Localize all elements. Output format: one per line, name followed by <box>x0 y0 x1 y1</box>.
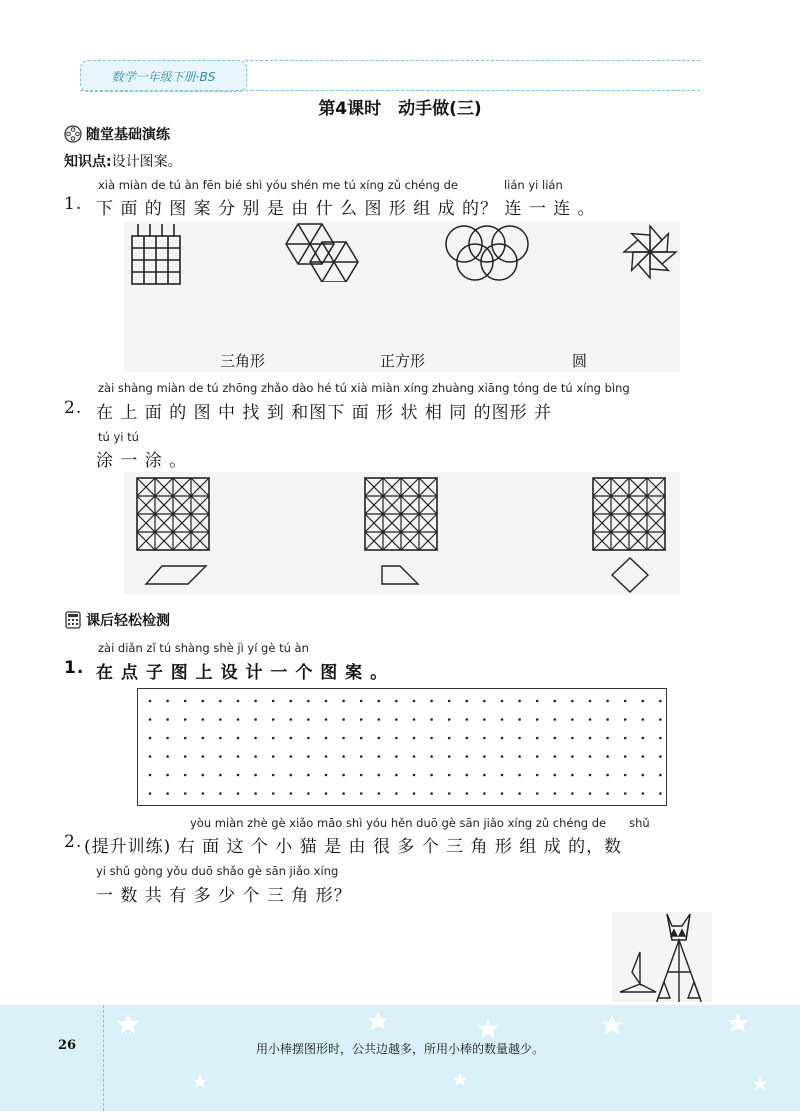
grid-dot[interactable] <box>272 700 275 703</box>
header-border <box>245 60 700 61</box>
grid-dot[interactable] <box>536 700 539 703</box>
q4-number: 2. <box>64 832 83 852</box>
grid-dot[interactable] <box>254 737 257 740</box>
grid-dot[interactable] <box>325 700 328 703</box>
grid-dot[interactable] <box>448 700 451 703</box>
square-weave-figure <box>124 222 204 292</box>
grid-dot[interactable] <box>307 700 310 703</box>
grid-dot[interactable] <box>571 718 574 721</box>
grid-dot[interactable] <box>589 774 592 777</box>
grid-dot[interactable] <box>395 737 398 740</box>
grid-dot[interactable] <box>202 755 205 758</box>
grid-dot[interactable] <box>360 700 363 703</box>
grid-dot[interactable] <box>430 737 433 740</box>
lesson-title: 第4课时 动手做(三) <box>318 99 482 119</box>
grid-dot[interactable] <box>571 774 574 777</box>
grid-dot[interactable] <box>659 792 662 795</box>
grid-dot[interactable] <box>659 755 662 758</box>
grid-dot[interactable] <box>624 792 627 795</box>
grid-dot[interactable] <box>237 737 240 740</box>
q4-pinyin: yòu miàn zhè gè xiǎo māo shì yóu hěn duō gè sān jiǎo xíng zǔ chéng de shǔ <box>190 816 650 830</box>
grid-dot[interactable] <box>448 737 451 740</box>
grid-dot[interactable] <box>307 774 310 777</box>
grid-dot[interactable] <box>606 700 609 703</box>
grid-dot[interactable] <box>466 755 469 758</box>
grid-dot[interactable] <box>430 792 433 795</box>
q4-text: (提升训练) 右 面 这 个 小 猫 是 由 很 多 个 三 角 形 组 成 的，数 <box>84 837 623 857</box>
grid-dot[interactable] <box>395 700 398 703</box>
grid-dot[interactable] <box>642 755 645 758</box>
grid-dot[interactable] <box>378 737 381 740</box>
grid-dot[interactable] <box>395 774 398 777</box>
q3-text: 在 点 子 图 上 设 计 一 个 图 案 。 <box>96 663 389 683</box>
grid-dot[interactable] <box>589 755 592 758</box>
grid-dot[interactable] <box>466 737 469 740</box>
grid-dot[interactable] <box>589 718 592 721</box>
grid-dot[interactable] <box>360 737 363 740</box>
book-tag: 数学一年级下册·BS <box>80 60 247 92</box>
grid-dot[interactable] <box>413 755 416 758</box>
grid-dot[interactable] <box>272 755 275 758</box>
grid-figure-2 <box>364 477 440 553</box>
q4-pinyin-2: yi shǔ gòng yǒu duō shǎo gè sān jiǎo xíng <box>96 864 339 878</box>
grid-dot[interactable] <box>430 700 433 703</box>
q1-text: 下 面 的 图 案 分 别 是 由 什 么 图 形 组 成 的？ 连 一 连 。 <box>96 199 596 219</box>
grid-dot[interactable] <box>536 792 539 795</box>
q2-pinyin-2: tú yi tú <box>98 430 139 444</box>
grid-dot[interactable] <box>307 792 310 795</box>
grid-dot[interactable] <box>430 755 433 758</box>
grid-dot[interactable] <box>290 755 293 758</box>
grid-dot[interactable] <box>483 737 486 740</box>
parallelogram-shape <box>144 564 208 586</box>
grid-dot[interactable] <box>606 792 609 795</box>
grid-dot[interactable] <box>272 718 275 721</box>
grid-dot[interactable] <box>589 792 592 795</box>
dot-grid-box[interactable] <box>137 688 667 806</box>
grid-dot[interactable] <box>272 774 275 777</box>
grid-dot[interactable] <box>166 774 169 777</box>
grid-dot[interactable] <box>466 718 469 721</box>
grid-dot[interactable] <box>518 700 521 703</box>
grid-dot[interactable] <box>307 755 310 758</box>
grid-dot[interactable] <box>642 774 645 777</box>
grid-dot[interactable] <box>571 792 574 795</box>
diamond-shape <box>610 556 650 594</box>
grid-dot[interactable] <box>413 792 416 795</box>
grid-dot[interactable] <box>659 718 662 721</box>
pinwheel-figure <box>620 222 680 284</box>
grid-dot[interactable] <box>518 774 521 777</box>
grid-dot[interactable] <box>554 755 557 758</box>
grid-dot[interactable] <box>325 755 328 758</box>
grid-dot[interactable] <box>378 774 381 777</box>
trapezoid-shape <box>380 564 420 586</box>
grid-dot[interactable] <box>342 737 345 740</box>
grid-dot[interactable] <box>219 700 222 703</box>
grid-figure-1 <box>136 477 212 553</box>
grid-dot[interactable] <box>448 792 451 795</box>
circles-figure <box>442 222 532 284</box>
triangle-figure <box>274 222 364 282</box>
grid-dot[interactable] <box>378 718 381 721</box>
grid-dot[interactable] <box>378 755 381 758</box>
grid-dot[interactable] <box>202 774 205 777</box>
grid-dot[interactable] <box>395 718 398 721</box>
grid-dot[interactable] <box>624 737 627 740</box>
grid-dot[interactable] <box>360 774 363 777</box>
grid-dot[interactable] <box>659 700 662 703</box>
grid-dot[interactable] <box>325 792 328 795</box>
grid-dot[interactable] <box>342 718 345 721</box>
grid-dot[interactable] <box>518 792 521 795</box>
grid-dot[interactable] <box>642 737 645 740</box>
grid-dot[interactable] <box>378 700 381 703</box>
grid-dot[interactable] <box>166 718 169 721</box>
grid-dot[interactable] <box>237 774 240 777</box>
grid-dot[interactable] <box>202 792 205 795</box>
grid-dot[interactable] <box>360 755 363 758</box>
grid-dot[interactable] <box>466 700 469 703</box>
grid-dot[interactable] <box>571 755 574 758</box>
grid-dot[interactable] <box>536 737 539 740</box>
cat-figure-panel <box>612 912 712 1002</box>
grid-dot[interactable] <box>430 718 433 721</box>
grid-dot[interactable] <box>483 700 486 703</box>
grid-dot[interactable] <box>642 792 645 795</box>
triangle-cat-figure <box>612 912 712 1002</box>
grid-dot[interactable] <box>219 737 222 740</box>
grid-dot[interactable] <box>536 755 539 758</box>
grid-dot[interactable] <box>413 774 416 777</box>
header-border-bottom <box>80 90 700 91</box>
grid-figure-3 <box>592 477 668 553</box>
grid-dot[interactable] <box>571 737 574 740</box>
grid-dot[interactable] <box>624 755 627 758</box>
grid-dot[interactable] <box>202 700 205 703</box>
grid-dot[interactable] <box>290 718 293 721</box>
grid-dot[interactable] <box>149 700 152 703</box>
grid-dot[interactable] <box>325 718 328 721</box>
grid-dot[interactable] <box>290 700 293 703</box>
grid-dot[interactable] <box>149 737 152 740</box>
grid-dot[interactable] <box>184 755 187 758</box>
grid-dot[interactable] <box>659 737 662 740</box>
grid-dot[interactable] <box>448 755 451 758</box>
grid-dot[interactable] <box>254 718 257 721</box>
grid-dot[interactable] <box>290 792 293 795</box>
grid-dot[interactable] <box>395 792 398 795</box>
grid-dot[interactable] <box>501 718 504 721</box>
grid-dot[interactable] <box>219 792 222 795</box>
stars-decoration <box>0 1005 800 1111</box>
grid-dot[interactable] <box>571 700 574 703</box>
grid-dot[interactable] <box>624 774 627 777</box>
grid-dot[interactable] <box>466 774 469 777</box>
q1-pinyin: xià miàn de tú àn fēn bié shì yóu shén me tú xíng zǔ chéng de lián yi lián <box>98 178 563 192</box>
grid-dot[interactable] <box>518 737 521 740</box>
grid-dot[interactable] <box>395 755 398 758</box>
grid-dot[interactable] <box>466 792 469 795</box>
grid-dot[interactable] <box>554 774 557 777</box>
grid-dot[interactable] <box>606 718 609 721</box>
grid-dot[interactable] <box>501 737 504 740</box>
grid-dot[interactable] <box>290 774 293 777</box>
grid-dot[interactable] <box>184 718 187 721</box>
grid-dot[interactable] <box>342 774 345 777</box>
grid-dot[interactable] <box>413 718 416 721</box>
label-circle: 圆 <box>572 352 588 370</box>
grid-dot[interactable] <box>536 718 539 721</box>
grid-dot[interactable] <box>272 792 275 795</box>
grid-dot[interactable] <box>149 792 152 795</box>
grid-dot[interactable] <box>501 792 504 795</box>
grid-dot[interactable] <box>360 718 363 721</box>
grid-dot[interactable] <box>202 737 205 740</box>
footer-tip: 用小棒摆图形时，公共边越多，所用小棒的数量越少。 <box>255 1042 544 1056</box>
knowledge-label: 知识点: <box>64 154 112 170</box>
grid-dot[interactable] <box>272 737 275 740</box>
grid-dot[interactable] <box>237 792 240 795</box>
grid-dot[interactable] <box>606 737 609 740</box>
knowledge-text: 设计图案。 <box>111 154 182 170</box>
dot-grid[interactable] <box>138 689 666 805</box>
film-reel-icon <box>64 125 82 143</box>
grid-dot[interactable] <box>606 774 609 777</box>
q3-number: 1. <box>64 658 85 678</box>
grid-dot[interactable] <box>166 737 169 740</box>
grid-dot[interactable] <box>659 774 662 777</box>
grid-dot[interactable] <box>378 792 381 795</box>
grid-dot[interactable] <box>307 737 310 740</box>
q1-figure-panel <box>124 222 680 372</box>
grid-dot[interactable] <box>606 755 609 758</box>
grid-dot[interactable] <box>254 700 257 703</box>
q3-pinyin: zài diǎn zǐ tú shàng shè jì yí gè tú àn <box>98 641 309 655</box>
grid-dot[interactable] <box>290 737 293 740</box>
page-number: 26 <box>58 1038 77 1053</box>
grid-dot[interactable] <box>518 718 521 721</box>
grid-dot[interactable] <box>342 792 345 795</box>
grid-dot[interactable] <box>237 755 240 758</box>
section-heading-2 <box>64 610 170 630</box>
grid-dot[interactable] <box>184 792 187 795</box>
grid-dot[interactable] <box>237 718 240 721</box>
grid-dot[interactable] <box>589 700 592 703</box>
knowledge-point <box>64 151 182 171</box>
grid-dot[interactable] <box>642 700 645 703</box>
grid-dot[interactable] <box>149 774 152 777</box>
grid-dot[interactable] <box>166 755 169 758</box>
q1-number: 1. <box>64 194 83 214</box>
label-square: 正方形 <box>380 352 426 370</box>
grid-dot[interactable] <box>325 737 328 740</box>
grid-dot[interactable] <box>184 774 187 777</box>
grid-dot[interactable] <box>254 792 257 795</box>
grid-dot[interactable] <box>501 774 504 777</box>
grid-dot[interactable] <box>483 718 486 721</box>
footer-divider <box>103 1005 104 1111</box>
footer-band <box>0 1005 800 1111</box>
grid-dot[interactable] <box>536 774 539 777</box>
grid-dot[interactable] <box>554 718 557 721</box>
label-triangle: 三角形 <box>220 352 266 370</box>
q2-figure-panel <box>124 472 680 594</box>
q2-text-2: 涂 一 涂 。 <box>96 451 188 471</box>
grid-dot[interactable] <box>413 700 416 703</box>
grid-dot[interactable] <box>166 700 169 703</box>
grid-dot[interactable] <box>184 737 187 740</box>
grid-dot[interactable] <box>483 792 486 795</box>
section-heading <box>64 124 170 144</box>
grid-dot[interactable] <box>430 774 433 777</box>
grid-dot[interactable] <box>360 792 363 795</box>
grid-dot[interactable] <box>254 774 257 777</box>
grid-dot[interactable] <box>149 718 152 721</box>
grid-dot[interactable] <box>554 700 557 703</box>
grid-dot[interactable] <box>483 755 486 758</box>
q2-pinyin: zài shàng miàn de tú zhōng zhǎo dào hé tú xià miàn xíng zhuàng xiāng tóng de tú xíng bìng <box>98 381 630 395</box>
grid-dot[interactable] <box>184 700 187 703</box>
grid-dot[interactable] <box>237 700 240 703</box>
grid-dot[interactable] <box>166 792 169 795</box>
grid-dot[interactable] <box>501 700 504 703</box>
grid-dot[interactable] <box>518 755 521 758</box>
grid-dot[interactable] <box>448 718 451 721</box>
grid-dot[interactable] <box>554 792 557 795</box>
grid-dot[interactable] <box>624 718 627 721</box>
grid-dot[interactable] <box>307 718 310 721</box>
grid-dot[interactable] <box>554 737 557 740</box>
section-heading-2-label: 课后轻松检测 <box>86 613 170 629</box>
grid-dot[interactable] <box>483 774 486 777</box>
grid-dot[interactable] <box>202 718 205 721</box>
grid-dot[interactable] <box>624 700 627 703</box>
grid-dot[interactable] <box>219 755 222 758</box>
grid-dot[interactable] <box>219 718 222 721</box>
grid-dot[interactable] <box>642 718 645 721</box>
calculator-icon <box>64 611 82 629</box>
grid-dot[interactable] <box>413 737 416 740</box>
grid-dot[interactable] <box>342 700 345 703</box>
grid-dot[interactable] <box>342 755 345 758</box>
section-heading-label: 随堂基础演练 <box>86 127 170 143</box>
grid-dot[interactable] <box>219 774 222 777</box>
q2-number: 2. <box>64 398 83 418</box>
q2-text: 在 上 面 的 图 中 找 到 和图下 面 形 状 相 同 的图形 并 <box>96 403 553 423</box>
grid-dot[interactable] <box>448 774 451 777</box>
q4-text-2: 一 数 共 有 多 少 个 三 角 形？ <box>96 886 352 906</box>
grid-dot[interactable] <box>589 737 592 740</box>
grid-dot[interactable] <box>254 755 257 758</box>
grid-dot[interactable] <box>325 774 328 777</box>
grid-dot[interactable] <box>149 755 152 758</box>
grid-dot[interactable] <box>501 755 504 758</box>
